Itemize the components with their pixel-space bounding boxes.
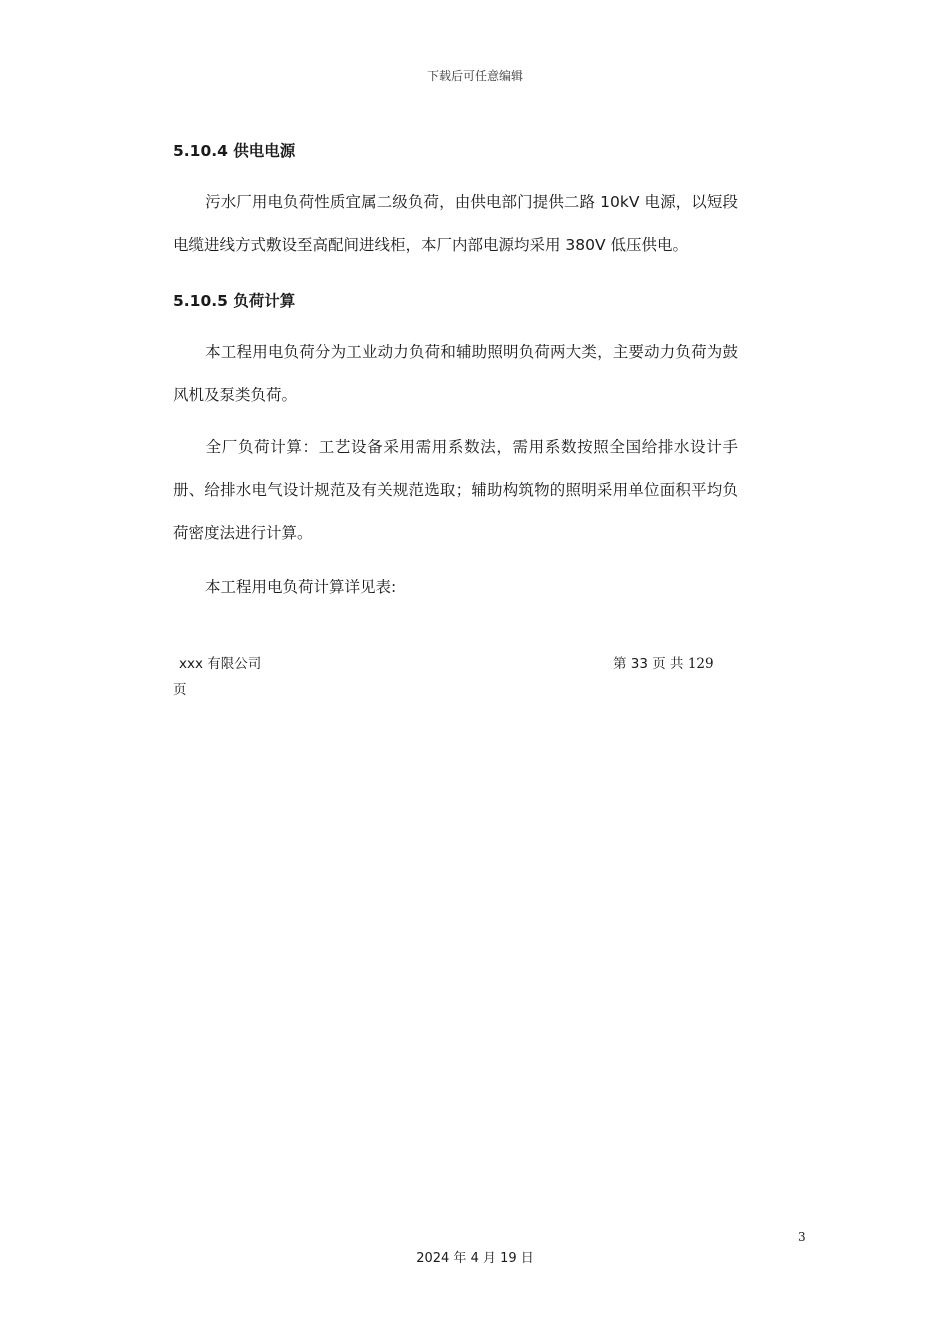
section-heading-power-supply: 5.10.4 供电电源 [173, 142, 296, 160]
paragraph-see-table [173, 566, 738, 609]
footer-company: xxx 有限公司 [179, 656, 262, 672]
footer-page-suffix: 页 [173, 682, 187, 698]
section-heading-load-calculation: 5.10.5 负荷计算 [173, 292, 296, 310]
paragraph-plant-load-calc [173, 426, 738, 555]
paragraph-text: 全厂负荷计算：工艺设备采用需用系数法，需用系数按照全国给排水设计手册、给排水电气设计规范及有关规范选取；辅助构筑物的照明采用单位面积平均负荷密度法进行计算。 [173, 438, 738, 542]
paragraph-text: 本工程用电负荷分为工业动力负荷和辅助照明负荷两大类，主要动力负荷为鼓风机及泵类负荷。 [173, 343, 738, 404]
header-note: 下载后可任意编辑 [426, 69, 523, 83]
footer-page-prefix: 第 33 页 共 [613, 656, 688, 672]
paragraph-text: 本工程用电负荷计算详见表: [205, 578, 397, 596]
page-number: 3 [798, 1230, 806, 1244]
paragraph-power-supply [173, 181, 738, 267]
paragraph-text: 污水厂用电负荷性质宜属二级负荷，由供电部门提供二路 10kV 电源，以短段电缆进线方式敷设至高配间进线柜，本厂内部电源均采用 380V 低压供电。 [173, 193, 738, 254]
paragraph-load-types [173, 331, 738, 417]
footer-page-info [613, 652, 714, 672]
date-line: 2024 年 4 月 19 日 [416, 1251, 534, 1266]
footer-page-total: 129 [687, 656, 714, 672]
